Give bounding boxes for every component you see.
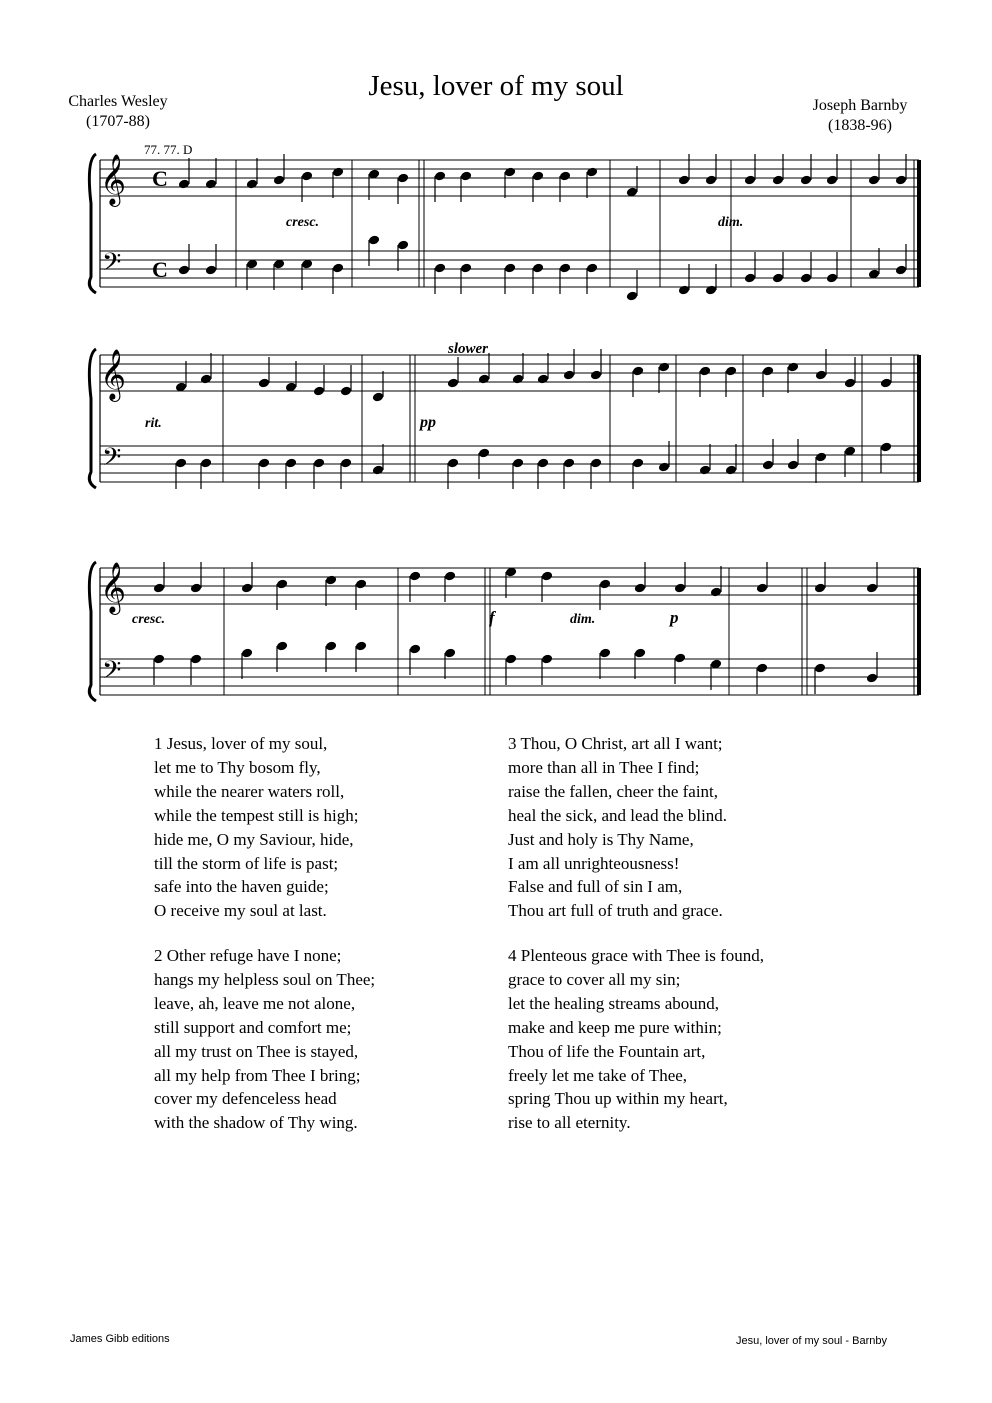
footer-page-title: Jesu, lover of my soul - Barnby (736, 1335, 888, 1347)
verse-line: let me to Thy bosom fly, (154, 757, 321, 777)
dynamic-dim: dim. (718, 215, 744, 230)
composer-name: Joseph Barnby (812, 97, 908, 114)
meter-label: 77. 77. D (144, 142, 193, 157)
poet-dates: (1707-88) (86, 113, 150, 130)
verse-line: I am all unrighteousness! (508, 853, 680, 873)
verse-4 (508, 944, 764, 1135)
verse-line: 3 Thou, O Christ, art all I want; (508, 734, 723, 753)
verse-line: all my help from Thee I bring; (154, 1065, 361, 1085)
verse-line: let the healing streams abound, (508, 993, 720, 1013)
verse-line: leave, ah, leave me not alone, (154, 993, 356, 1013)
verse-line: 1 Jesus, lover of my soul, (154, 734, 328, 753)
verse-line: spring Thou up within my heart, (508, 1089, 728, 1109)
verse-line: cover my defenceless head (154, 1089, 337, 1109)
treble-clef-icon: 𝄞 (100, 155, 127, 204)
dynamic-f: f (489, 608, 495, 627)
poet-name: Charles Wesley (68, 93, 168, 110)
dynamic-cresc: cresc. (132, 612, 166, 627)
verse-line: False and full of sin I am, (508, 877, 683, 897)
verse-line: all my trust on Thee is stayed, (154, 1041, 359, 1061)
verse-3 (508, 732, 727, 923)
bass-clef-icon: 𝄢 (102, 249, 122, 282)
poet-credit (58, 92, 178, 132)
treble-clef-icon: 𝄞 (100, 563, 127, 612)
music-system-2 (0, 335, 992, 525)
verse-line: grace to cover all my sin; (508, 969, 681, 989)
dynamic-p: p (670, 608, 679, 627)
time-signature-treble: C (152, 166, 168, 191)
music-system-3 (0, 548, 992, 728)
verse-line: heal the sick, and lead the blind. (508, 805, 728, 825)
verse-line: Thou of life the Fountain art, (508, 1041, 706, 1061)
verse-2 (154, 944, 375, 1135)
notes (175, 349, 893, 489)
dynamic-slower: slower (448, 341, 489, 357)
verse-line: make and keep me pure within; (508, 1017, 722, 1037)
verse-line: safe into the haven guide; (154, 877, 329, 897)
composer-credit (800, 96, 920, 136)
verse-line: 2 Other refuge have I none; (154, 946, 342, 965)
bass-clef-icon: 𝄢 (102, 444, 122, 477)
verse-line: freely let me take of Thee, (508, 1065, 688, 1085)
music-system-1 (0, 140, 992, 310)
dynamic-rit: rit. (145, 416, 162, 431)
bass-clef-icon: 𝄢 (102, 657, 122, 690)
verse-line: with the shadow of Thy wing. (154, 1113, 358, 1133)
verse-line: still support and comfort me; (154, 1017, 352, 1037)
dynamic-pp: pp (420, 414, 436, 431)
treble-clef-icon: 𝄞 (100, 350, 127, 399)
verse-line: rise to all eternity. (508, 1113, 631, 1133)
verse-line: Just and holy is Thy Name, (508, 829, 694, 849)
verse-line: O receive my soul at last. (154, 901, 327, 921)
hymn-title: Jesu, lover of my soul (368, 70, 624, 102)
bass-staff (100, 659, 919, 695)
notes (153, 562, 879, 694)
footer-publisher: James Gibb editions (70, 1333, 170, 1345)
verse-line: Thou art full of truth and grace. (508, 901, 723, 921)
verse-1 (154, 732, 358, 923)
verse-line: hide me, O my Saviour, hide, (154, 829, 354, 849)
dynamic-dim: dim. (570, 612, 596, 627)
verse-line: hangs my helpless soul on Thee; (154, 969, 376, 989)
dynamic-cresc: cresc. (286, 215, 320, 230)
verse-line: more than all in Thee I find; (508, 757, 700, 777)
treble-staff (100, 160, 919, 196)
verse-line: till the storm of life is past; (154, 853, 339, 873)
verse-line: while the tempest still is high; (154, 805, 359, 825)
verse-line: 4 Plenteous grace with Thee is found, (508, 946, 765, 965)
bar-lines (89, 562, 919, 701)
verse-line: while the nearer waters roll, (154, 781, 345, 801)
composer-dates: (1838-96) (828, 117, 892, 134)
time-signature-bass: C (152, 257, 168, 282)
verse-line: raise the fallen, cheer the faint, (508, 781, 719, 801)
